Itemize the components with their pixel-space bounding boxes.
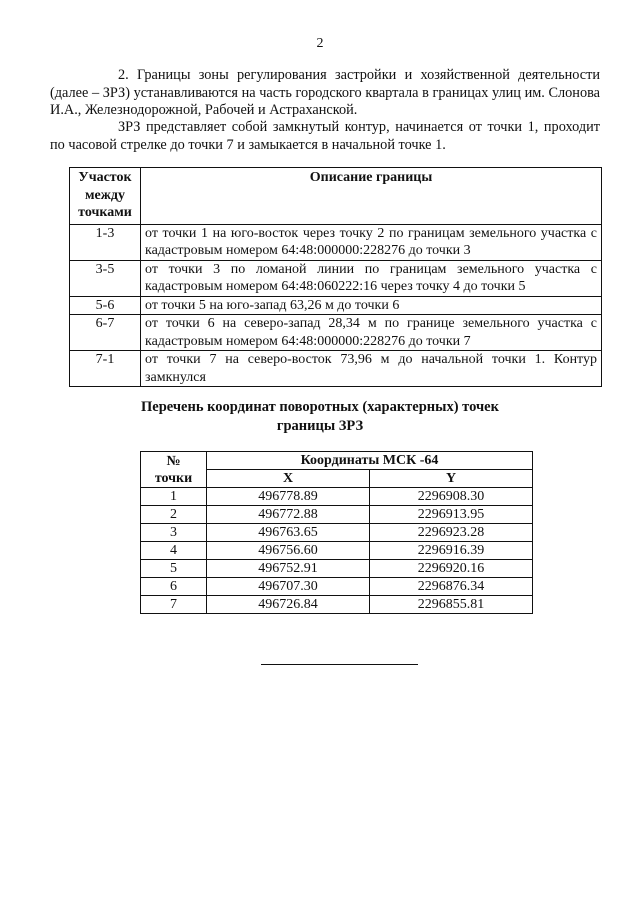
y-coordinate-cell: 2296908.30	[370, 488, 533, 506]
signature-line	[261, 664, 418, 665]
x-coordinate-cell: 496763.65	[207, 524, 370, 542]
description-cell: от точки 1 на юго-восток через точку 2 по границам земельного участка с кадастровым номером 64:48:000000:228276 до точки 3	[141, 224, 602, 260]
header-point-number-line1: №	[166, 453, 181, 469]
coordinates-table	[140, 451, 533, 614]
header-description: Описание границы	[141, 168, 602, 225]
point-number-cell: 2	[141, 506, 207, 524]
header-point-number-line2: точки	[154, 470, 193, 486]
point-number-cell: 6	[141, 578, 207, 596]
segment-cell: 1-3	[70, 224, 141, 260]
header-segment-line3: точками	[78, 205, 132, 220]
point-number-cell: 1	[141, 488, 207, 506]
coordinate-row	[141, 542, 533, 560]
boundary-row	[70, 315, 602, 351]
coordinate-row	[141, 560, 533, 578]
segment-cell: 3-5	[70, 260, 141, 296]
point-number-cell: 5	[141, 560, 207, 578]
x-coordinate-cell: 496752.91	[207, 560, 370, 578]
boundary-row	[70, 296, 602, 315]
boundary-description-table	[69, 167, 602, 387]
page-number: 2	[316, 36, 324, 51]
y-coordinate-cell: 2296923.28	[370, 524, 533, 542]
x-coordinate-cell: 496707.30	[207, 578, 370, 596]
segment-cell: 6-7	[70, 315, 141, 351]
coordinate-row	[141, 578, 533, 596]
x-coordinate-cell: 496772.88	[207, 506, 370, 524]
x-coordinate-cell: 496778.89	[207, 488, 370, 506]
point-number-cell: 7	[141, 596, 207, 614]
description-cell: от точки 3 по ломаной линии по границам земельного участка с кадастровым номером 64:48:060222:16 через точку 4 до точки 5	[141, 260, 602, 296]
boundary-row	[70, 224, 602, 260]
y-coordinate-cell: 2296916.39	[370, 542, 533, 560]
y-coordinate-cell: 2296855.81	[370, 596, 533, 614]
boundary-row	[70, 351, 602, 387]
paragraph-zone-boundaries: 2. Границы зоны регулирования застройки и хозяйственной деятельности (далее – ЗРЗ) устанавливаются на часть городского квартала в границах улиц им. Слонова И.А., Железнодорожной, Рабочей и Астраханской.	[50, 67, 600, 118]
description-cell: от точки 7 на северо-восток 73,96 м до начальной точки 1. Контур замкнулся	[141, 351, 602, 387]
segment-cell: 7-1	[70, 351, 141, 387]
point-number-cell: 4	[141, 542, 207, 560]
header-segment-line2: между	[85, 187, 125, 203]
segment-cell: 5-6	[70, 296, 141, 315]
y-coordinate-cell: 2296920.16	[370, 560, 533, 578]
coordinate-row	[141, 506, 533, 524]
header-y: Y	[370, 470, 533, 488]
coords-header-row-1	[141, 452, 533, 470]
point-number-cell: 3	[141, 524, 207, 542]
coordinates-list-title	[0, 398, 640, 436]
description-cell: от точки 6 на северо-запад 28,34 м по границе земельного участка с кадастровым номером 64:48:000000:228276 до точки 7	[141, 315, 602, 351]
y-coordinate-cell: 2296913.95	[370, 506, 533, 524]
boundary-table-header	[70, 168, 602, 225]
coordinate-row	[141, 524, 533, 542]
coordinates-title-line2: границы ЗРЗ	[276, 418, 364, 434]
header-x: X	[207, 470, 370, 488]
description-cell: от точки 5 на юго-запад 63,26 м до точки 6	[141, 296, 602, 315]
coordinate-row	[141, 596, 533, 614]
header-point-number	[141, 452, 207, 488]
header-segment-line1: Участок	[78, 170, 132, 185]
coordinate-row	[141, 488, 533, 506]
boundary-row	[70, 260, 602, 296]
header-segment	[70, 168, 141, 225]
y-coordinate-cell: 2296876.34	[370, 578, 533, 596]
coordinates-title-line1: Перечень координат поворотных (характерных) точек	[141, 399, 499, 415]
paragraph-contour-description: ЗРЗ представляет собой замкнутый контур, начинается от точки 1, проходит по часовой стрелке до точки 7 и замыкается в начальной точке 1.	[50, 119, 600, 153]
header-coordinates-group: Координаты МСК -64	[207, 452, 533, 470]
x-coordinate-cell: 496726.84	[207, 596, 370, 614]
x-coordinate-cell: 496756.60	[207, 542, 370, 560]
